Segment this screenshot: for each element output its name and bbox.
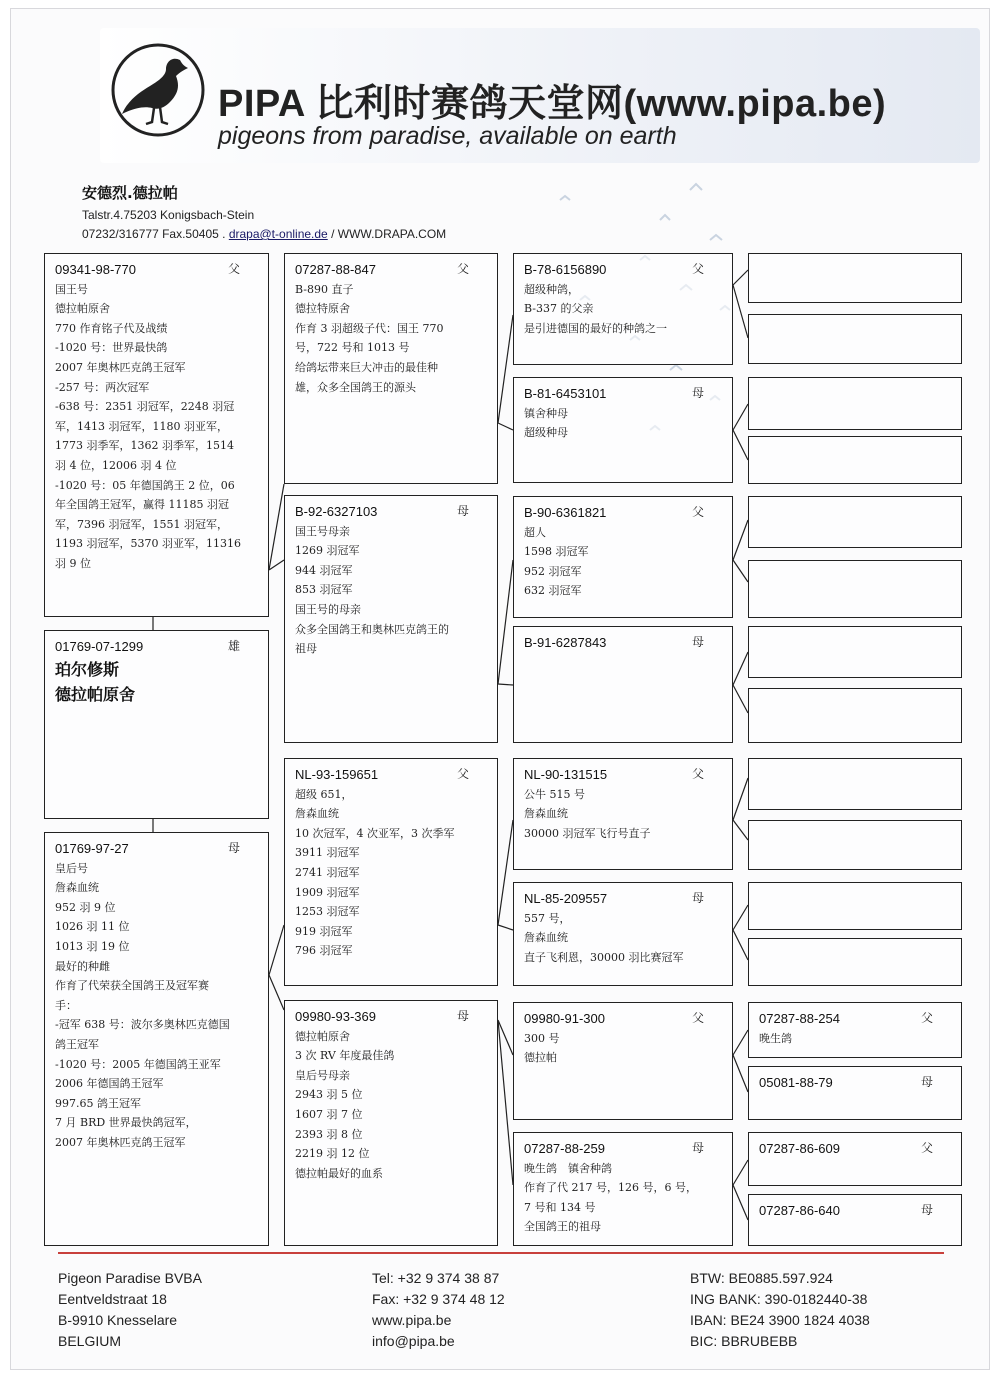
note-line: 30000 羽冠军飞行号直子 [524, 826, 651, 840]
note-line: 詹森血统 [295, 807, 339, 821]
gen3-ring-number: B-81-6453101 [524, 386, 607, 401]
note-line: 国王号 [55, 282, 88, 296]
gen2-sex: 母 [456, 504, 469, 518]
note-line: 1909 羽冠军 [295, 885, 360, 899]
note-line: 1026 羽 11 位 [55, 920, 130, 934]
subject-loft: 德拉帕原舍 [55, 684, 136, 704]
note-line: 超人 [524, 525, 546, 539]
note-line: 1598 羽冠军 [524, 545, 589, 559]
note-line: 詹森血统 [524, 807, 568, 821]
gen2-card-2[interactable] [284, 758, 498, 986]
gen4-empty-box[interactable] [748, 882, 962, 930]
gen3-sex: 母 [691, 1141, 704, 1155]
gen2-notes [295, 1027, 487, 1184]
note-line: 直子飞利恩，30000 羽比赛冠军 [524, 950, 684, 964]
note-line: 919 羽冠军 [295, 924, 353, 938]
note-line: 作育了代荣获全国鸽王及冠军赛 [55, 979, 209, 993]
footer-line: BELGIUM [58, 1333, 122, 1349]
gen2-sex: 父 [456, 262, 469, 276]
note-line: 国王号的母亲 [295, 602, 361, 616]
note-line: 944 羽冠军 [295, 563, 353, 577]
note-line: 1773 羽季军，1362 羽季军，1514 [55, 439, 234, 453]
note-line: 10 次冠军，4 次亚军，3 次季军 [295, 826, 455, 840]
gen4-empty-box[interactable] [748, 436, 962, 484]
note-line: -1020 号：05 年德国鸽王 2 位，06 [55, 478, 235, 492]
note-line: 号，722 号和 1013 号 [295, 341, 410, 355]
gen3-notes [524, 909, 722, 968]
footer-line: Tel: +32 9 374 38 87 [372, 1270, 500, 1286]
gen4-empty-box[interactable] [748, 820, 962, 870]
note-line: 2006 年德国鸽王冠军 [55, 1077, 164, 1091]
note-line: 952 羽 9 位 [55, 900, 116, 914]
gen3-notes [524, 523, 722, 601]
gen2-card-0[interactable] [284, 253, 498, 484]
note-line: 2219 羽 12 位 [295, 1147, 370, 1161]
footer-bank [690, 1268, 870, 1352]
note-line: 2741 羽冠军 [295, 865, 360, 879]
note-line: 1013 羽 19 位 [55, 939, 130, 953]
gen3-notes [524, 280, 722, 339]
gen4-empty-box[interactable] [748, 938, 962, 986]
note-line: 1607 羽 7 位 [295, 1107, 363, 1121]
gen3-ring-number: 07287-88-259 [524, 1141, 605, 1156]
note-line: B-337 的父亲 [524, 302, 594, 316]
gen2-ring-number: B-92-6327103 [295, 504, 378, 519]
gen4-empty-box[interactable] [748, 688, 962, 743]
gen2-card-3[interactable] [284, 1000, 498, 1246]
gen3-card-1[interactable] [513, 377, 733, 483]
footer-line: Pigeon Paradise BVBA [58, 1270, 202, 1286]
gen3-card-0[interactable] [513, 253, 733, 365]
note-line: -638 号：2351 羽冠军，2248 羽冠 [55, 400, 235, 414]
subject-name: 珀尔修斯 [55, 659, 120, 679]
note-line: 镇舍种母 [524, 406, 568, 420]
note-line: 超级种母 [524, 426, 568, 440]
gen4-card-3[interactable] [748, 1194, 962, 1246]
footer-line: Eentveldstraat 18 [58, 1291, 167, 1307]
gen3-notes [524, 1159, 722, 1237]
sire-card[interactable] [44, 253, 269, 617]
gen4-sex: 母 [920, 1203, 933, 1217]
breeder-name: 安德烈.德拉帕 [82, 184, 178, 202]
footer-email-link[interactable]: info@pipa.be [372, 1333, 455, 1349]
gen3-ring-number: NL-85-209557 [524, 891, 608, 906]
footer-line: IBAN: BE24 3900 1824 4038 [690, 1312, 870, 1328]
gen2-notes [295, 785, 487, 961]
note-line: 2393 羽 8 位 [295, 1127, 363, 1141]
breeder-phone-fax: 07232/316777 Fax.50405 . [82, 227, 226, 241]
gen3-ring-number: 09980-91-300 [524, 1011, 605, 1026]
footer-line: ING BANK: 390-0182440-38 [690, 1291, 868, 1307]
gen3-sex: 父 [691, 505, 704, 519]
footer-line: BIC: BBRUBEBB [690, 1333, 798, 1349]
sire-sex: 父 [227, 262, 240, 276]
footer-line: B-9910 Knesselare [58, 1312, 178, 1328]
gen2-notes [295, 522, 487, 659]
note-line: 2943 羽 5 位 [295, 1088, 363, 1102]
gen4-empty-box[interactable] [748, 377, 962, 430]
gen3-ring-number: B-91-6287843 [524, 635, 607, 650]
gen2-sex: 母 [456, 1009, 469, 1023]
note-line: 1193 羽冠军，5370 羽亚军，11316 [55, 537, 241, 551]
footer-contact [372, 1268, 505, 1352]
dam-notes [55, 859, 258, 1153]
note-line: 997.65 鸽王冠军 [55, 1096, 141, 1110]
gen4-card-0[interactable] [748, 1002, 962, 1058]
gen3-card-6[interactable] [513, 1002, 733, 1120]
subject-ring-number: 01769-07-1299 [55, 639, 144, 654]
note-line: B-890 直子 [295, 282, 354, 296]
note-line: 德拉帕 [524, 1051, 557, 1065]
note-line: 770 作育铭子代及战绩 [55, 321, 168, 335]
gen3-sex: 母 [691, 386, 704, 400]
sire-ring-number: 09341-98-770 [55, 262, 136, 277]
gen3-ring-number: B-90-6361821 [524, 505, 607, 520]
subject-sex: 雄 [227, 639, 240, 653]
note-line: 1253 羽冠军 [295, 905, 360, 919]
gen3-card-2[interactable] [513, 496, 733, 618]
footer-company [58, 1268, 202, 1352]
gen4-card-2[interactable] [748, 1132, 962, 1186]
gen3-sex: 父 [691, 767, 704, 781]
gen4-empty-box[interactable] [748, 626, 962, 678]
note-line: 晚生鸽 [759, 1031, 792, 1045]
gen4-empty-box[interactable] [748, 560, 962, 618]
breeder-website: / WWW.DRAPA.COM [331, 227, 447, 241]
gen3-ring-number: B-78-6156890 [524, 262, 607, 277]
gen3-notes [524, 1029, 722, 1068]
note-line: 7 月 BRD 世界最快鸽冠军， [55, 1116, 197, 1130]
gen3-sex: 母 [691, 635, 704, 649]
gen3-sex: 父 [691, 1011, 704, 1025]
gen3-card-4[interactable] [513, 758, 733, 870]
breeder-address: Talstr.4.75203 Konigsbach-Stein [82, 208, 255, 222]
note-line: 公牛 515 号 [524, 787, 585, 801]
note-line: 德拉帕最好的血系 [295, 1166, 383, 1180]
note-line: 羽 9 位 [55, 556, 91, 570]
footer-divider [58, 1252, 944, 1254]
note-line: 晚生鸽 镇舍种鸽 [524, 1161, 612, 1175]
note-line: 952 羽冠军 [524, 564, 582, 578]
gen4-ring-number: 05081-88-79 [759, 1075, 833, 1090]
note-line: -冠军 638 号：波尔多奥林匹克德国 [55, 1018, 230, 1032]
note-line: 300 号 [524, 1031, 560, 1045]
gen4-sex: 父 [920, 1011, 933, 1025]
note-line: 祖母 [295, 642, 317, 656]
note-line: 2007 年奥林匹克鸽王冠军 [55, 1135, 186, 1149]
gen3-card-5[interactable] [513, 882, 733, 986]
gen2-card-1[interactable] [284, 495, 498, 743]
note-line: 众多全国鸽王和奥林匹克鸽王的 [295, 622, 449, 636]
note-line: 853 羽冠军 [295, 583, 353, 597]
note-line: 是引进德国的最好的种鸽之一 [524, 321, 667, 335]
note-line: 7 号和 134 号 [524, 1200, 596, 1214]
gen3-card-3[interactable] [513, 626, 733, 743]
gen3-ring-number: NL-90-131515 [524, 767, 608, 782]
note-line: 2007 年奥林匹克鸽王冠军 [55, 360, 186, 374]
note-line: 超级种鸽， [524, 282, 579, 296]
note-line: 3911 羽冠军 [295, 846, 360, 860]
gen4-empty-box[interactable] [748, 314, 962, 364]
note-line: 雄，众多全国鸽王的源头 [295, 380, 416, 394]
footer-line: Fax: +32 9 374 48 12 [372, 1291, 505, 1307]
dam-card[interactable] [44, 832, 269, 1246]
note-line: 德拉特原舍 [295, 302, 350, 316]
note-line: 国王号母亲 [295, 524, 350, 538]
note-line: 詹森血统 [524, 931, 568, 945]
gen4-empty-box[interactable] [748, 496, 962, 548]
note-line: 德拉帕原舍 [55, 302, 110, 316]
gen2-ring-number: 09980-93-369 [295, 1009, 376, 1024]
gen4-empty-box[interactable] [748, 253, 962, 303]
breeder-email-link[interactable]: drapa@t-online.de [228, 227, 328, 241]
note-line: 3 次 RV 年度最佳鸽 [295, 1049, 395, 1063]
note-line: -257 号：两次冠军 [55, 380, 150, 394]
note-line: 皇后号母亲 [295, 1068, 350, 1082]
note-line: 全国鸽王的祖母 [524, 1220, 601, 1234]
note-line: 最好的种雌 [55, 959, 110, 973]
note-line: 皇后号 [55, 861, 88, 875]
gen2-notes [295, 280, 487, 398]
note-line: 德拉帕原舍 [295, 1029, 350, 1043]
note-line: 632 羽冠军 [524, 584, 582, 598]
gen4-ring-number: 07287-86-609 [759, 1141, 840, 1156]
gen4-notes [759, 1029, 951, 1049]
note-line: 军，1413 羽冠军，1180 羽亚军， [55, 419, 228, 433]
note-line: 羽 4 位，12006 羽 4 位 [55, 458, 177, 472]
gen3-card-7[interactable] [513, 1132, 733, 1246]
note-line: 给鸽坛带来巨大冲击的最佳种 [295, 360, 438, 374]
gen4-ring-number: 07287-86-640 [759, 1203, 840, 1218]
footer-website-link[interactable]: www.pipa.be [372, 1312, 452, 1328]
note-line: 鸽王冠军 [55, 1037, 99, 1051]
note-line: -1020 号：2005 年德国鸽王亚军 [55, 1057, 221, 1071]
note-line: 军，7396 羽冠军，1551 羽冠军， [55, 517, 228, 531]
note-line: -1020 号：世界最快鸽 [55, 341, 168, 355]
gen4-sex: 母 [920, 1075, 933, 1089]
gen3-sex: 母 [691, 891, 704, 905]
dam-sex: 母 [227, 841, 240, 855]
note-line: 557 号， [524, 911, 571, 925]
gen4-ring-number: 07287-88-254 [759, 1011, 840, 1026]
dam-ring-number: 01769-97-27 [55, 841, 129, 856]
brand-tagline: pigeons from paradise, available on earth [218, 122, 677, 150]
note-line: 1269 羽冠军 [295, 544, 360, 558]
gen3-notes [524, 785, 722, 844]
gen2-ring-number: NL-93-159651 [295, 767, 379, 782]
gen4-card-1[interactable] [748, 1066, 962, 1120]
gen2-ring-number: 07287-88-847 [295, 262, 376, 277]
gen3-notes [524, 404, 722, 443]
note-line: 詹森血统 [55, 881, 99, 895]
note-line: 796 羽冠军 [295, 944, 353, 958]
brand-title: PIPA 比利时赛鸽天堂网(www.pipa.be) [218, 83, 887, 125]
note-line: 作育 3 羽超级子代：国王 770 [295, 321, 444, 335]
gen4-empty-box[interactable] [748, 758, 962, 810]
note-line: 超级 651， [295, 787, 353, 801]
gen3-sex: 父 [691, 262, 704, 276]
footer-line: BTW: BE0885.597.924 [690, 1270, 833, 1286]
sire-notes [55, 280, 258, 574]
gen4-sex: 父 [920, 1141, 933, 1155]
subject-card[interactable] [44, 630, 269, 819]
note-line: 作育了代 217 号，126 号，6 号， [524, 1181, 697, 1195]
note-line: 手： [55, 998, 77, 1012]
gen2-sex: 父 [456, 767, 469, 781]
note-line: 年全国鸽王冠军，赢得 11185 羽冠 [55, 498, 229, 512]
